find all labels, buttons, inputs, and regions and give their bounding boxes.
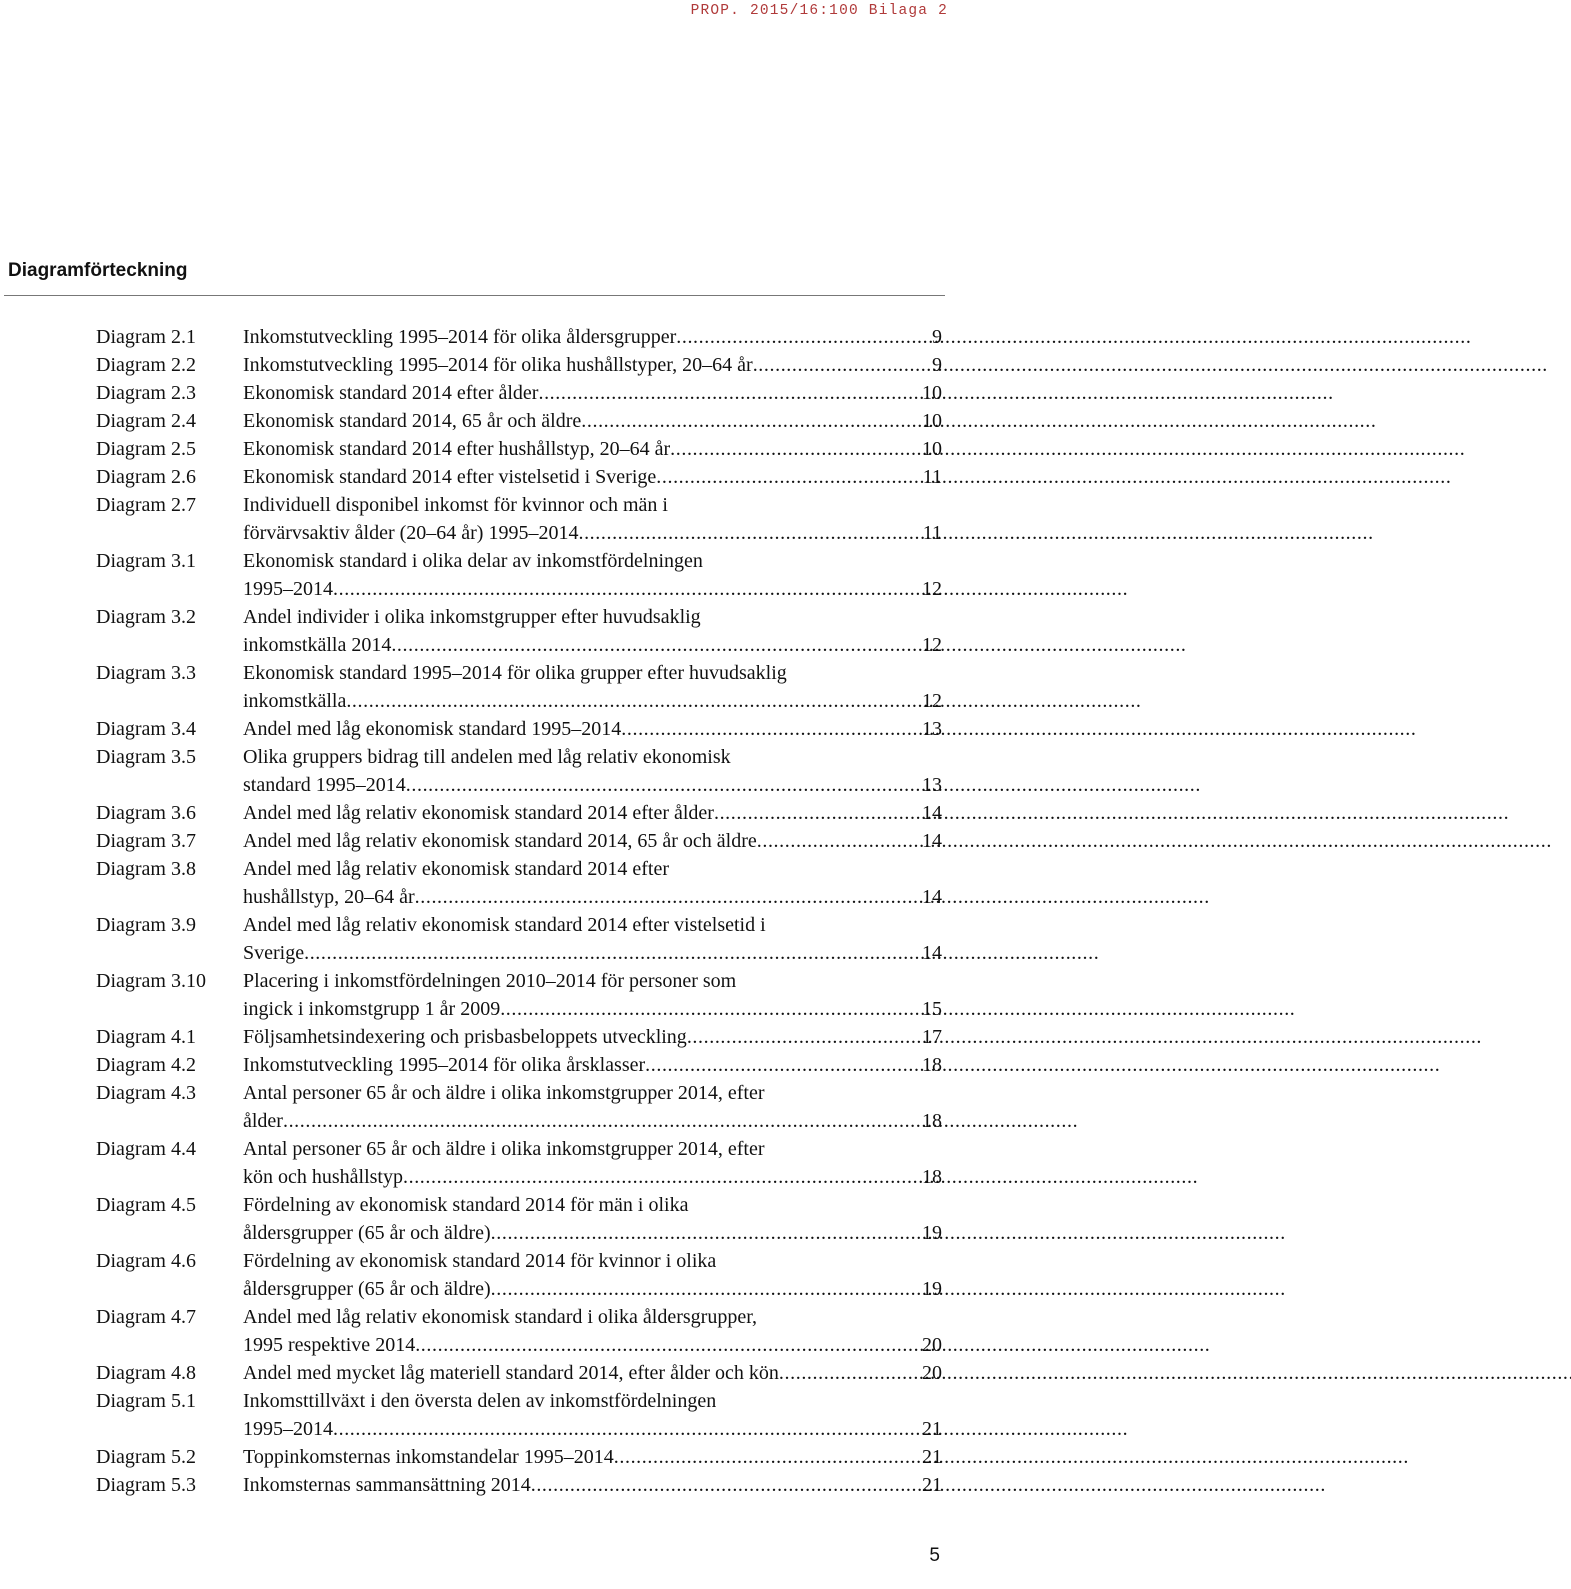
toc-entry-number: Diagram 5.3 — [96, 1474, 196, 1496]
page-number: 5 — [929, 1545, 940, 1566]
toc-entry-number: Diagram 2.1 — [96, 326, 196, 348]
toc-entry-last-line — [243, 1275, 942, 1303]
toc-entry[interactable] — [96, 967, 942, 1023]
toc-entry-title-line: Ekonomisk standard 2014 efter ålder — [243, 382, 539, 404]
toc-entry-last-line — [243, 463, 942, 491]
toc-entry-body — [243, 1191, 942, 1247]
dot-leader — [283, 1107, 919, 1135]
toc-entry-title-line: Inkomsternas sammansättning 2014 — [243, 1474, 531, 1496]
toc-entry-page: 12 — [922, 578, 942, 600]
toc-entry-title-line: Andel med låg relativ ekonomisk standard 2014 efter vistelsetid i — [243, 914, 766, 936]
toc-entry-last-line — [243, 351, 942, 379]
toc-entry-page: 14 — [922, 886, 942, 908]
toc-entry-title-line: Andel med låg ekonomisk standard 1995–2014 — [243, 718, 622, 740]
toc-entry-title-line: Individuell disponibel inkomst för kvinnor och män i — [243, 494, 668, 516]
toc-entry-page: 9 — [932, 326, 942, 348]
toc-entry-number: Diagram 3.2 — [96, 606, 196, 628]
toc-entry-body — [243, 463, 942, 491]
toc-entry-body — [243, 1359, 942, 1387]
toc-entry-title-line: Följsamhetsindexering och prisbasbeloppets utveckling — [243, 1026, 687, 1048]
toc-entry[interactable] — [96, 1387, 942, 1443]
toc-entry-body — [243, 323, 942, 351]
running-header: PROP. 2015/16:100 Bilaga 2 — [690, 3, 948, 19]
toc-entry-title-line: Antal personer 65 år och äldre i olika inkomstgrupper 2014, efter — [243, 1138, 765, 1160]
toc-entry-body — [243, 743, 942, 799]
section-title: Diagramförteckning — [8, 260, 188, 281]
toc-entry-body — [243, 967, 942, 1023]
toc-entry-body — [243, 1387, 942, 1443]
toc-entry-page: 20 — [922, 1362, 942, 1384]
toc-entry-title-line: 1995 respektive 2014 — [243, 1334, 416, 1356]
dot-leader — [621, 715, 919, 743]
dot-leader — [415, 883, 919, 911]
toc-entry-page: 12 — [922, 690, 942, 712]
dot-leader — [403, 1163, 919, 1191]
toc-entry-title-line: inkomstkälla 2014 — [243, 634, 392, 656]
toc-entry-title-line: Toppinkomsternas inkomstandelar 1995–2014 — [243, 1446, 614, 1468]
toc-entry-body — [243, 911, 942, 967]
toc-entry-number: Diagram 3.9 — [96, 914, 196, 936]
toc-entry-last-line — [243, 1163, 942, 1191]
toc-entry-number: Diagram 3.4 — [96, 718, 196, 740]
dot-leader — [757, 827, 919, 855]
toc-entry-last-line — [243, 1359, 942, 1387]
toc-entry-page: 10 — [922, 382, 942, 404]
toc-entry-title-line: 1995–2014 — [243, 578, 333, 600]
toc-entry[interactable] — [96, 463, 942, 491]
toc-entry-number: Diagram 4.5 — [96, 1194, 196, 1216]
dot-leader — [491, 1219, 919, 1247]
toc-entry-last-line — [243, 435, 942, 463]
toc-entry-title-line: ingick i inkomstgrupp 1 år 2009 — [243, 998, 501, 1020]
dot-leader — [578, 519, 919, 547]
toc-entry-page: 13 — [922, 718, 942, 740]
toc-entry-body — [243, 1135, 942, 1191]
toc-entry-last-line — [243, 1443, 942, 1471]
dot-leader — [415, 1331, 919, 1359]
toc-entry[interactable] — [96, 743, 942, 799]
toc-entry-body — [243, 547, 942, 603]
toc-entry-title-line: åldersgrupper (65 år och äldre) — [243, 1278, 491, 1300]
toc-entry-last-line — [243, 323, 942, 351]
toc-entry[interactable] — [96, 1051, 942, 1079]
toc-entry-last-line — [243, 1219, 942, 1247]
toc-entry-number: Diagram 5.1 — [96, 1390, 196, 1412]
toc-entry-title-line: Andel individer i olika inkomstgrupper efter huvudsaklig — [243, 606, 701, 628]
toc-entry-page: 19 — [922, 1278, 942, 1300]
toc-entry-page: 11 — [922, 466, 942, 488]
toc-entry-title-line: hushållstyp, 20–64 år — [243, 886, 415, 908]
toc-entry[interactable] — [96, 323, 942, 351]
toc-entry-page: 18 — [922, 1110, 942, 1132]
toc-entry-last-line — [243, 1107, 942, 1135]
toc-entry[interactable] — [96, 1471, 942, 1499]
toc-entry-title-line: 1995–2014 — [243, 1418, 333, 1440]
toc-entry-number: Diagram 2.6 — [96, 466, 196, 488]
toc-entry-last-line — [243, 407, 942, 435]
toc-entry-title-line: Andel med låg relativ ekonomisk standard 2014, 65 år och äldre — [243, 830, 757, 852]
dot-leader — [538, 379, 919, 407]
toc-entry-page: 10 — [922, 410, 942, 432]
toc-entry-number: Diagram 3.6 — [96, 802, 196, 824]
toc-entry[interactable] — [96, 379, 942, 407]
toc-entry-title-line: Ekonomisk standard i olika delar av inkomstfördelningen — [243, 550, 703, 572]
toc-entry-number: Diagram 5.2 — [96, 1446, 196, 1468]
toc-entry[interactable] — [96, 1191, 942, 1247]
toc-entry-last-line — [243, 995, 942, 1023]
toc-entry-number: Diagram 2.3 — [96, 382, 196, 404]
toc-entry-number: Diagram 3.8 — [96, 858, 196, 880]
dot-leader — [645, 1051, 919, 1079]
toc-entry-title-line: kön och hushållstyp — [243, 1166, 403, 1188]
toc-entry[interactable] — [96, 603, 942, 659]
toc-entry-number: Diagram 3.1 — [96, 550, 196, 572]
toc-entry-title-line: Fördelning av ekonomisk standard 2014 för män i olika — [243, 1194, 689, 1216]
toc-entry-title-line: Ekonomisk standard 2014 efter hushållstyp, 20–64 år — [243, 438, 671, 460]
toc-entry-body — [243, 1303, 942, 1359]
toc-entry-page: 21 — [922, 1446, 942, 1468]
toc-entry-number: Diagram 2.5 — [96, 438, 196, 460]
toc-entry-last-line — [243, 631, 942, 659]
toc-entry[interactable] — [96, 435, 942, 463]
dot-leader — [656, 463, 919, 491]
toc-entry-title-line: Inkomsttillväxt i den översta delen av inkomstfördelningen — [243, 1390, 717, 1412]
toc-entry-title-line: Ekonomisk standard 2014, 65 år och äldre — [243, 410, 582, 432]
toc-entry-last-line — [243, 715, 942, 743]
toc-entry-number: Diagram 4.1 — [96, 1026, 196, 1048]
toc-entry-page: 19 — [922, 1222, 942, 1244]
toc-entry-title-line: ålder — [243, 1110, 283, 1132]
toc-entry-page: 21 — [922, 1474, 942, 1496]
toc-entry-body — [243, 603, 942, 659]
toc-entry-page: 14 — [922, 802, 942, 824]
toc-entry-number: Diagram 4.3 — [96, 1082, 196, 1104]
toc-entry-number: Diagram 3.10 — [96, 970, 206, 992]
toc-entry-body — [243, 379, 942, 407]
dot-leader — [406, 771, 919, 799]
toc-entry-title-line: inkomstkälla — [243, 690, 347, 712]
toc-entry-title-line: Inkomstutveckling 1995–2014 för olika hushållstyper, 20–64 år — [243, 354, 753, 376]
toc-entry-title-line: Olika gruppers bidrag till andelen med låg relativ ekonomisk — [243, 746, 731, 768]
dot-leader — [614, 1443, 919, 1471]
toc-entry-body — [243, 715, 942, 743]
toc-entry[interactable] — [96, 827, 942, 855]
toc-entry-last-line — [243, 827, 942, 855]
toc-entry-page: 21 — [922, 1418, 942, 1440]
dot-leader — [581, 407, 919, 435]
toc-entry[interactable] — [96, 1303, 942, 1359]
title-divider — [4, 295, 945, 296]
toc-entry-title-line: standard 1995–2014 — [243, 774, 406, 796]
toc-entry-title-line: Inkomstutveckling 1995–2014 för olika åldersgrupper — [243, 326, 677, 348]
toc-entry-last-line — [243, 939, 942, 967]
toc-entry-title-line: Fördelning av ekonomisk standard 2014 för kvinnor i olika — [243, 1250, 717, 1272]
dot-leader — [500, 995, 919, 1023]
toc-entry[interactable] — [96, 1359, 942, 1387]
toc-entry-body — [243, 491, 942, 547]
toc-entry[interactable] — [96, 1443, 942, 1471]
toc-entry-body — [243, 799, 942, 827]
toc-entry-body — [243, 407, 942, 435]
dot-leader — [333, 575, 919, 603]
toc-entry-body — [243, 1471, 942, 1499]
dot-leader — [391, 631, 919, 659]
toc-entry-number: Diagram 2.4 — [96, 410, 196, 432]
toc-entry-last-line — [243, 883, 942, 911]
toc-entry-title-line: Andel med låg relativ ekonomisk standard 2014 efter — [243, 858, 669, 880]
toc-entry[interactable] — [96, 407, 942, 435]
toc-entry-page: 17 — [922, 1026, 942, 1048]
toc-entry-title-line: Sverige — [243, 942, 305, 964]
toc-entry[interactable] — [96, 715, 942, 743]
toc-entry-last-line — [243, 519, 942, 547]
dot-leader — [333, 1415, 919, 1443]
toc-entry-body — [243, 1079, 942, 1135]
toc-entry-title-line: Ekonomisk standard 2014 efter vistelsetid i Sverige — [243, 466, 657, 488]
toc-entry-body — [243, 855, 942, 911]
toc-entry-last-line — [243, 575, 942, 603]
toc-entry-last-line — [243, 799, 942, 827]
toc-entry-page: 18 — [922, 1166, 942, 1188]
toc-entry[interactable] — [96, 911, 942, 967]
dot-leader — [753, 351, 929, 379]
toc-entry-title-line: åldersgrupper (65 år och äldre) — [243, 1222, 491, 1244]
toc-entry[interactable] — [96, 1079, 942, 1135]
toc-entry-last-line — [243, 1471, 942, 1499]
toc-entry-page: 15 — [922, 998, 942, 1020]
toc-entry-body — [243, 1443, 942, 1471]
toc-entry-body — [243, 659, 942, 715]
toc-entry-page: 10 — [922, 438, 942, 460]
toc-entry[interactable] — [96, 659, 942, 715]
toc-entry-title-line: förvärvsaktiv ålder (20–64 år) 1995–2014 — [243, 522, 579, 544]
toc-entry-page: 12 — [922, 634, 942, 656]
toc-entry-page: 9 — [932, 354, 942, 376]
toc-entry-title-line: Placering i inkomstfördelningen 2010–2014 för personer som — [243, 970, 737, 992]
dot-leader — [779, 1359, 919, 1387]
toc-entry[interactable] — [96, 1023, 942, 1051]
toc-entry-last-line — [243, 1051, 942, 1079]
toc-entry[interactable] — [96, 1135, 942, 1191]
toc-entry-body — [243, 435, 942, 463]
toc-entry-number: Diagram 3.3 — [96, 662, 196, 684]
toc-entry-title-line: Inkomstutveckling 1995–2014 för olika årsklasser — [243, 1054, 646, 1076]
dot-leader — [670, 435, 919, 463]
toc-entry-body — [243, 351, 942, 379]
toc-entry-title-line: Antal personer 65 år och äldre i olika inkomstgrupper 2014, efter — [243, 1082, 765, 1104]
toc-entry-title-line: Andel med låg relativ ekonomisk standard 2014 efter ålder — [243, 802, 714, 824]
toc-entry[interactable] — [96, 351, 942, 379]
toc-entry-last-line — [243, 771, 942, 799]
toc-entry-number: Diagram 4.2 — [96, 1054, 196, 1076]
toc-entry[interactable] — [96, 799, 942, 827]
table-of-figures — [96, 323, 942, 1499]
toc-entry-number: Diagram 4.7 — [96, 1306, 196, 1328]
dot-leader — [346, 687, 919, 715]
toc-entry-page: 11 — [922, 522, 942, 544]
dot-leader — [676, 323, 929, 351]
toc-entry-number: Diagram 2.7 — [96, 494, 196, 516]
dot-leader — [531, 1471, 919, 1499]
toc-entry-body — [243, 1247, 942, 1303]
toc-entry-body — [243, 827, 942, 855]
toc-entry-number: Diagram 4.6 — [96, 1250, 196, 1272]
toc-entry[interactable] — [96, 491, 942, 547]
toc-entry-title-line: Andel med mycket låg materiell standard 2014, efter ålder och kön — [243, 1362, 779, 1384]
toc-entry-page: 13 — [922, 774, 942, 796]
toc-entry-body — [243, 1051, 942, 1079]
toc-entry-page: 14 — [922, 830, 942, 852]
toc-entry-title-line: Andel med låg relativ ekonomisk standard i olika åldersgrupper, — [243, 1306, 758, 1328]
toc-entry-last-line — [243, 1023, 942, 1051]
toc-entry[interactable] — [96, 547, 942, 603]
toc-entry-body — [243, 1023, 942, 1051]
dot-leader — [491, 1275, 919, 1303]
toc-entry-page: 20 — [922, 1334, 942, 1356]
toc-entry-title-line: Ekonomisk standard 1995–2014 för olika grupper efter huvudsaklig — [243, 662, 787, 684]
toc-entry-page: 18 — [922, 1054, 942, 1076]
toc-entry-last-line — [243, 687, 942, 715]
toc-entry[interactable] — [96, 1247, 942, 1303]
toc-entry-number: Diagram 3.5 — [96, 746, 196, 768]
dot-leader — [304, 939, 919, 967]
toc-entry-number: Diagram 2.2 — [96, 354, 196, 376]
toc-entry-number: Diagram 4.8 — [96, 1362, 196, 1384]
toc-entry-last-line — [243, 379, 942, 407]
dot-leader — [714, 799, 919, 827]
toc-entry-page: 14 — [922, 942, 942, 964]
toc-entry-number: Diagram 3.7 — [96, 830, 196, 852]
dot-leader — [687, 1023, 919, 1051]
toc-entry-last-line — [243, 1331, 942, 1359]
toc-entry-last-line — [243, 1415, 942, 1443]
toc-entry-number: Diagram 4.4 — [96, 1138, 196, 1160]
toc-entry[interactable] — [96, 855, 942, 911]
